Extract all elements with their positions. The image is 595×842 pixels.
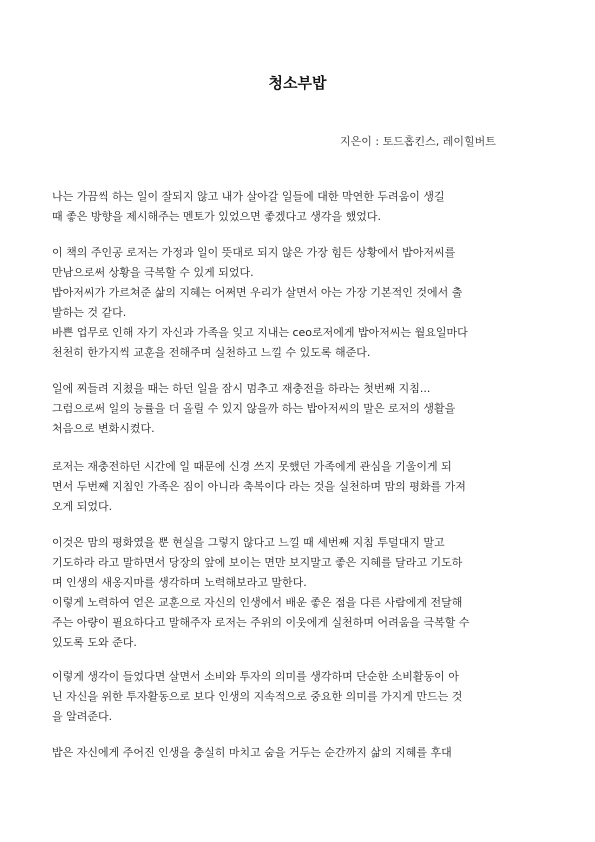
body-line: 주는 아량이 필요하다고 말해주자 로저는 주위의 이웃에게 실천하며 어려움을 극복할 수: [52, 616, 470, 629]
body-line: 닌 자신을 위한 투자활동으로 보다 인생의 지속적으로 중요한 의미를 가지게 만드는 것: [52, 690, 463, 703]
body-line: 나는 가끔씩 하는 일이 잘되지 않고 내가 살아갈 일들에 대한 막연한 두려움이 생길: [52, 190, 445, 203]
body-line: 오게 되었다.: [52, 500, 113, 513]
body-line: 밥은 자신에게 주어진 인생을 충실히 마치고 숨을 거두는 순간까지 삶의 지혜를 후대: [52, 746, 452, 759]
document-title: 청소부밥: [268, 74, 327, 92]
body-line: 을 알려준다.: [52, 710, 113, 723]
body-line: 있도록 도와 준다.: [52, 636, 137, 649]
body-line: 천천히 한가지씩 교훈을 전해주며 실천하고 느낄 수 있도록 해준다.: [52, 346, 371, 359]
body-line: 처음으로 변화시켰다.: [52, 422, 155, 435]
body-line: 밥아저씨가 가르쳐준 삶의 지혜는 어쩌면 우리가 살면서 아는 가장 기본적인 것에서 출: [52, 286, 463, 299]
body-line: 그럼으로써 일의 능률을 더 올릴 수 있지 않을까 하는 밥아저씨의 말은 로저의 생활을: [52, 402, 456, 415]
body-line: 만남으로써 상황을 극복할 수 있게 되었다.: [52, 266, 254, 279]
body-line: 바쁜 업무로 인해 자기 자신과 가족을 잊고 지내는 ceo로저에게 밥아저씨는 월요일마다: [52, 326, 468, 339]
body-line: 며 인생의 새옹지마를 생각하며 노력해보라고 말한다.: [52, 576, 307, 589]
body-line: 이렇게 노력하여 얻은 교훈으로 자신의 인생에서 배운 좋은 점을 다른 사람에게 전달해: [52, 596, 463, 609]
body-line: 때 좋은 방향을 제시해주는 멘토가 있었으면 좋겠다고 생각을 했었다.: [52, 210, 381, 223]
body-line: 면서 두번째 지침인 가족은 짐이 아니라 축복이다 라는 것을 실천하며 맘의 평화를 가져: [52, 480, 466, 493]
body-line: 발하는 것 같다.: [52, 306, 127, 319]
body-line: 기도하라 라고 말하면서 당장의 앞에 보이는 면만 보지말고 좋은 지혜를 달라고 기도하: [52, 556, 463, 569]
body-line: 일에 찌들려 지쳤을 때는 하던 일을 잠시 멈추고 재충전을 하라는 첫번째 지침...: [52, 382, 431, 395]
body-line: 이것은 맘의 평화였을 뿐 현실을 그렇지 않다고 느낄 때 세번째 지침 투덜대지 말고: [52, 536, 445, 549]
body-line: 이 책의 주인공 로저는 가정과 일이 뜻대로 되지 않은 가장 힘든 상황에서 밥아저씨를: [52, 246, 456, 259]
body-line: 이렇게 생각이 들었다면 살면서 소비와 투자의 의미를 생각하며 단순한 소비활동이 아: [52, 670, 459, 683]
author-line: 지은이 : 토드홉킨스, 레이힐버트: [340, 135, 496, 148]
body-line: 로저는 재충전하던 시간에 일 때문에 신경 쓰지 못했던 가족에게 관심을 기울이게 되: [52, 460, 452, 473]
